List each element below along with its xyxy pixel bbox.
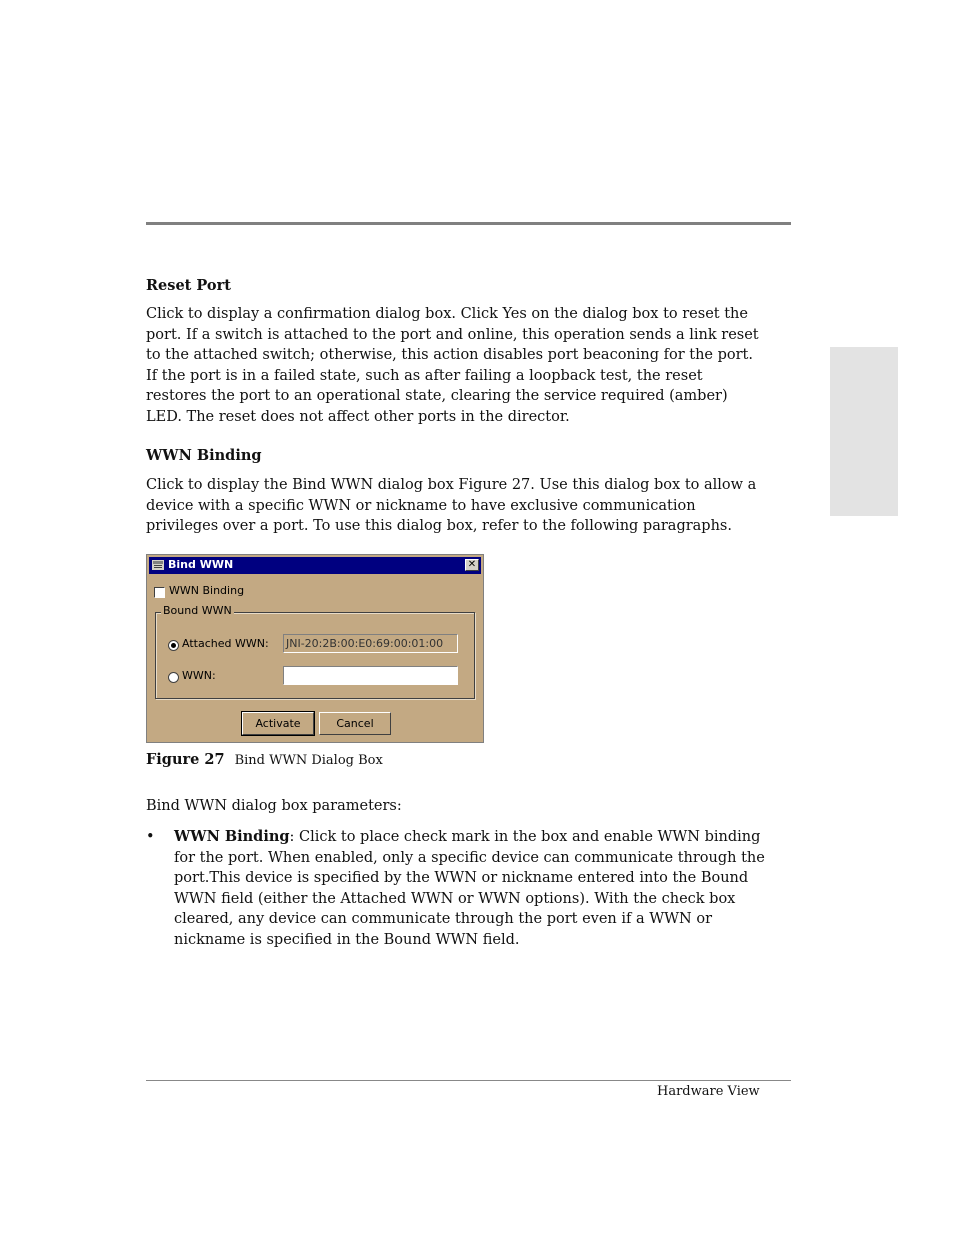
dialog-title: Bind WWN bbox=[168, 558, 234, 571]
wwn-radio[interactable] bbox=[168, 672, 179, 683]
bullet-description: : Click to place check mark in the box and enable WWN binding for the port. When enabled, only a specific device can communicate through the port.This device is specified by the WWN or nickname entered into the Bound WWN field (either the Attached WWN or WWN options). With the check box cleared, any device can communicate through the port even if a WWN or nickname is specified in the Bound WWN field. bbox=[174, 829, 765, 948]
activate-button[interactable]: Activate bbox=[242, 712, 314, 735]
figure-caption-text: Bind WWN Dialog Box bbox=[234, 753, 383, 768]
wwn-label[interactable]: WWN: bbox=[182, 669, 216, 682]
window-icon bbox=[152, 560, 164, 570]
header-rule bbox=[146, 222, 791, 225]
page-footer: Hardware View bbox=[657, 1084, 760, 1099]
bound-wwn-group bbox=[155, 612, 475, 699]
section-heading-reset-port: Reset Port bbox=[146, 277, 231, 294]
section-heading-wwn-binding: WWN Binding bbox=[146, 447, 262, 464]
params-intro: Bind WWN dialog box parameters: bbox=[146, 798, 402, 814]
dialog-titlebar bbox=[149, 557, 481, 574]
bound-wwn-group-label: Bound WWN bbox=[163, 604, 232, 617]
attached-wwn-label[interactable]: Attached WWN: bbox=[182, 637, 269, 650]
side-tab bbox=[830, 347, 898, 516]
bullet-text bbox=[174, 827, 766, 950]
figure-number: Figure 27 bbox=[146, 751, 225, 768]
wwn-binding-checkbox[interactable] bbox=[154, 587, 165, 598]
wwn-binding-checkbox-label[interactable]: WWN Binding bbox=[169, 584, 245, 597]
footer-rule bbox=[146, 1080, 791, 1081]
bind-wwn-dialog bbox=[146, 554, 484, 743]
bullet-marker: • bbox=[146, 829, 155, 845]
section-body-reset-port: Click to display a confirmation dialog box. Click Yes on the dialog box to reset the port. If a switch is attached to the port and online, this operation sends a link reset to the attached switch; otherwise, this action disables port beaconing for the port. If the port is in a failed state, such as after failing a loopback test, the reset restores the port to an operational state, clearing the service required (amber) LED. The reset does not affect other ports in the director. bbox=[146, 306, 759, 425]
bullet-term: WWN Binding bbox=[174, 828, 290, 845]
close-icon[interactable]: ✕ bbox=[465, 559, 479, 571]
attached-wwn-field: JNI-20:2B:00:E0:69:00:01:00 bbox=[283, 634, 458, 653]
cancel-button[interactable]: Cancel bbox=[319, 712, 391, 735]
section-body-wwn-binding: Click to display the Bind WWN dialog box Figure 27. Use this dialog box to allow a device with a specific WWN or nickname to have exclusive communication privileges over a port. To use this dialog box, refer to the following paragraphs. bbox=[146, 477, 757, 534]
figure-caption bbox=[146, 751, 383, 768]
wwn-input[interactable] bbox=[283, 666, 458, 685]
attached-wwn-radio[interactable] bbox=[168, 640, 179, 651]
